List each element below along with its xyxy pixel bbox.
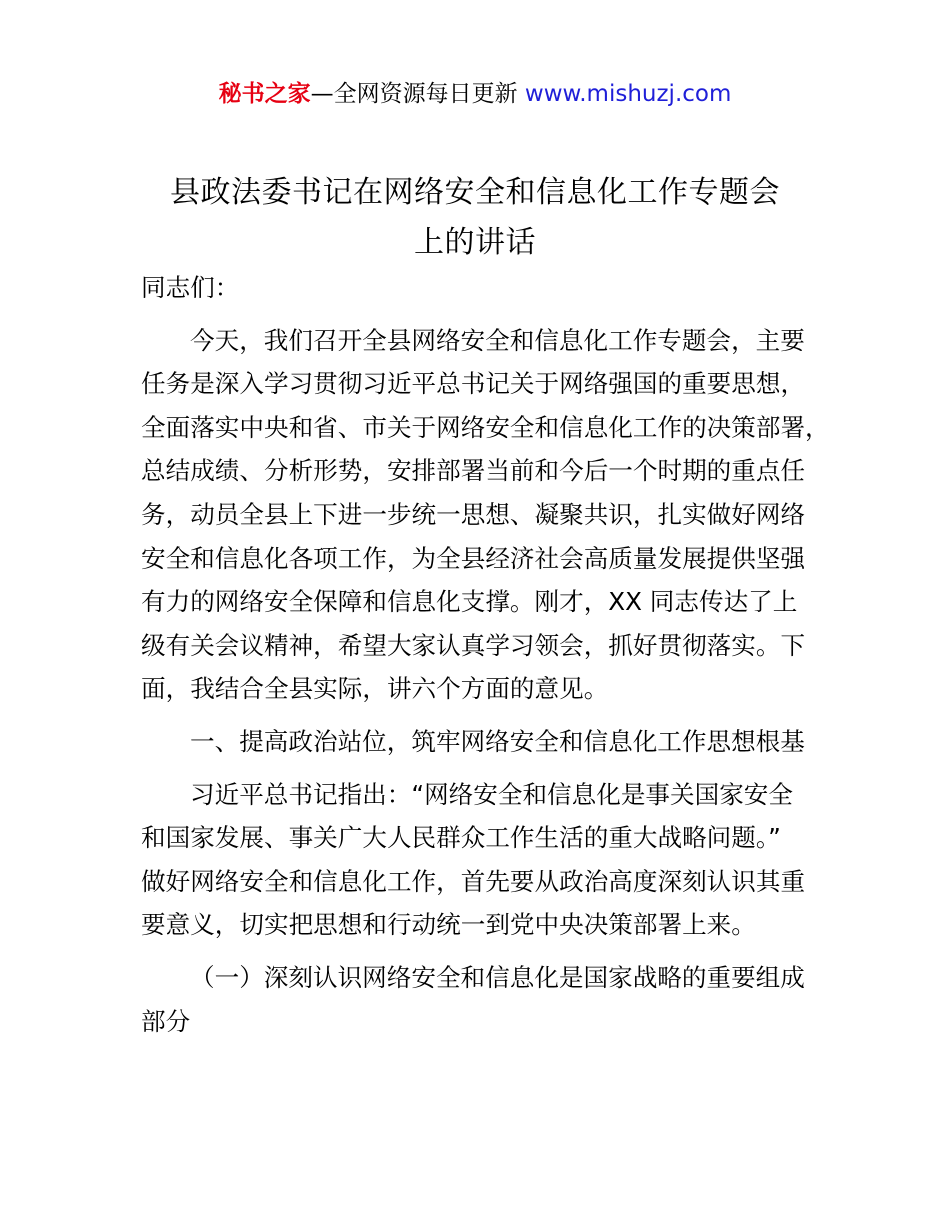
- paragraph-line: 全面落实中央和省、市关于网络安全和信息化工作的决策部署，: [141, 412, 830, 442]
- site-brand: 秘书之家: [218, 81, 311, 107]
- site-header: [0, 78, 950, 110]
- paragraph-line: 任务是深入学习贯彻习近平总书记关于网络强国的重要思想，: [141, 369, 806, 399]
- paragraph-line: 要意义，切实把思想和行动统一到党中央决策部署上来。: [141, 910, 756, 940]
- paragraph-line: 习近平总书记指出：“网络安全和信息化是事关国家安全: [190, 779, 793, 809]
- subsection-heading: [141, 956, 821, 1043]
- document-body: [141, 266, 830, 1043]
- paragraph-line: 做好网络安全和信息化工作，首先要从政治高度深刻认识其重: [141, 866, 806, 896]
- title-line: 上的讲话: [414, 225, 536, 260]
- document-title: [130, 168, 820, 268]
- subsection-line: 部分: [141, 1006, 191, 1036]
- title-line: 县政法委书记在网络安全和信息化工作专题会: [170, 175, 780, 210]
- paragraph-line: 面，我结合全县实际，讲六个方面的意见。: [141, 674, 609, 704]
- paragraph-section1: [141, 773, 821, 947]
- site-url-link[interactable]: www.mishuzj.com: [524, 81, 732, 107]
- paragraph-line: 务，动员全县上下进一步统一思想、凝聚共识，扎实做好网络: [141, 499, 806, 529]
- paragraph-line: 级有关会议精神，希望大家认真学习领会，抓好贯彻落实。下: [141, 630, 806, 660]
- greeting: 同志们：: [141, 273, 240, 302]
- paragraph-line: 今天，我们召开全县网络安全和信息化工作专题会，主要: [190, 325, 805, 355]
- paragraph-line: 有力的网络安全保障和信息化支撑。刚才，XX 同志传达了上: [141, 587, 798, 617]
- paragraph-line: 和国家发展、事关广大人民群众工作生活的重大战略问题。”: [141, 823, 781, 853]
- paragraph-line: 安全和信息化各项工作，为全县经济社会高质量发展提供坚强: [141, 543, 806, 573]
- site-tagline: —全网资源每日更新: [310, 81, 525, 107]
- subsection-line: （一）深刻认识网络安全和信息化是国家战略的重要组成: [190, 962, 805, 992]
- paragraph-line: 总结成绩、分析形势，安排部署当前和今后一个时期的重点任: [141, 456, 806, 486]
- section-heading: 一、提高政治站位，筑牢网络安全和信息化工作思想根基: [190, 726, 805, 756]
- paragraph-intro: [141, 319, 830, 711]
